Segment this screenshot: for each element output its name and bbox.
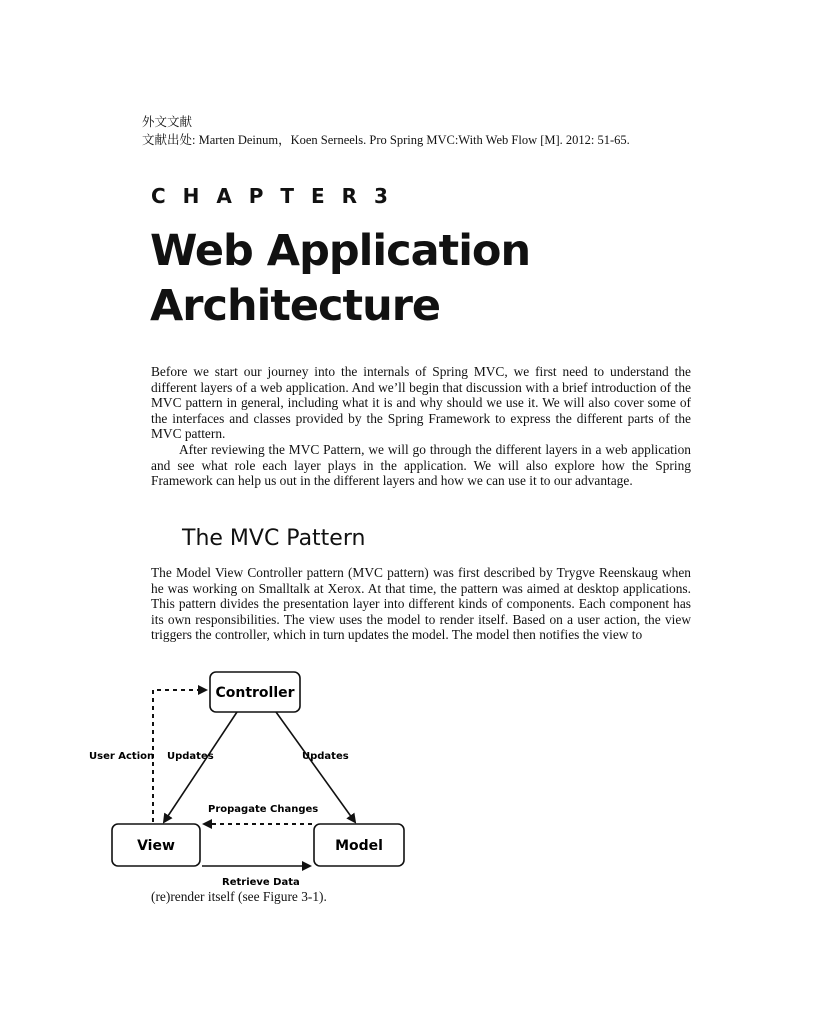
updates-right-label: Updates: [302, 751, 349, 762]
source-citation: 文献出处: Marten Deinum，Koen Serneels. Pro Spring MVC:With Web Flow [M]. 2012: 51-65.: [142, 133, 630, 147]
chapter-title-line-2: Architecture: [150, 281, 441, 331]
user-action-label: User Action: [89, 751, 155, 762]
retrieve-data-label: Retrieve Data: [222, 877, 300, 888]
view-label: View: [137, 838, 175, 854]
section-paragraph: The Model View Controller pattern (MVC pattern) was first described by Trygve Reenskaug when he was working on Smalltalk at Xerox. At that time, the pattern was aimed at desktop applications. This pattern divides the presentation layer into different kinds of components. Each component has its own responsibilities. The view uses the model to render itself. Based on a user action, the view triggers the controller, which in turn updates the model. The model then notifies the view to: [151, 565, 691, 642]
propagate-changes-label: Propagate Changes: [208, 804, 319, 815]
intro-paragraph-1: Before we start our journey into the internals of Spring MVC, we first need to understand the different layers of a web application. And we’ll begin that discussion with a brief introduction of the MVC pattern in general, including what it is and why should we use it. We will also cover some of the interfaces and classes provided by the Spring Framework to express the different parts of the MVC pattern.: [151, 364, 691, 441]
source-label: 外文文献: [142, 115, 193, 129]
controller-label: Controller: [215, 685, 295, 701]
intro-paragraph-2: After reviewing the MVC Pattern, we will go through the different layers in a web application and see what role each layer plays in the application. We will also explore how the Spring Framework can help us out in the different layers and how we can use it to our advantage.: [151, 442, 691, 488]
mvc-diagram: [0, 660, 440, 895]
chapter-title-line-1: Web Application: [150, 226, 531, 276]
figure-caption: (re)render itself (see Figure 3-1).: [151, 889, 327, 904]
chapter-label: C H A P T E R 3: [151, 184, 393, 208]
section-heading: The MVC Pattern: [182, 526, 366, 551]
model-label: Model: [335, 838, 383, 854]
updates-left-label: Updates: [167, 751, 214, 762]
chapter-title: [150, 224, 710, 334]
